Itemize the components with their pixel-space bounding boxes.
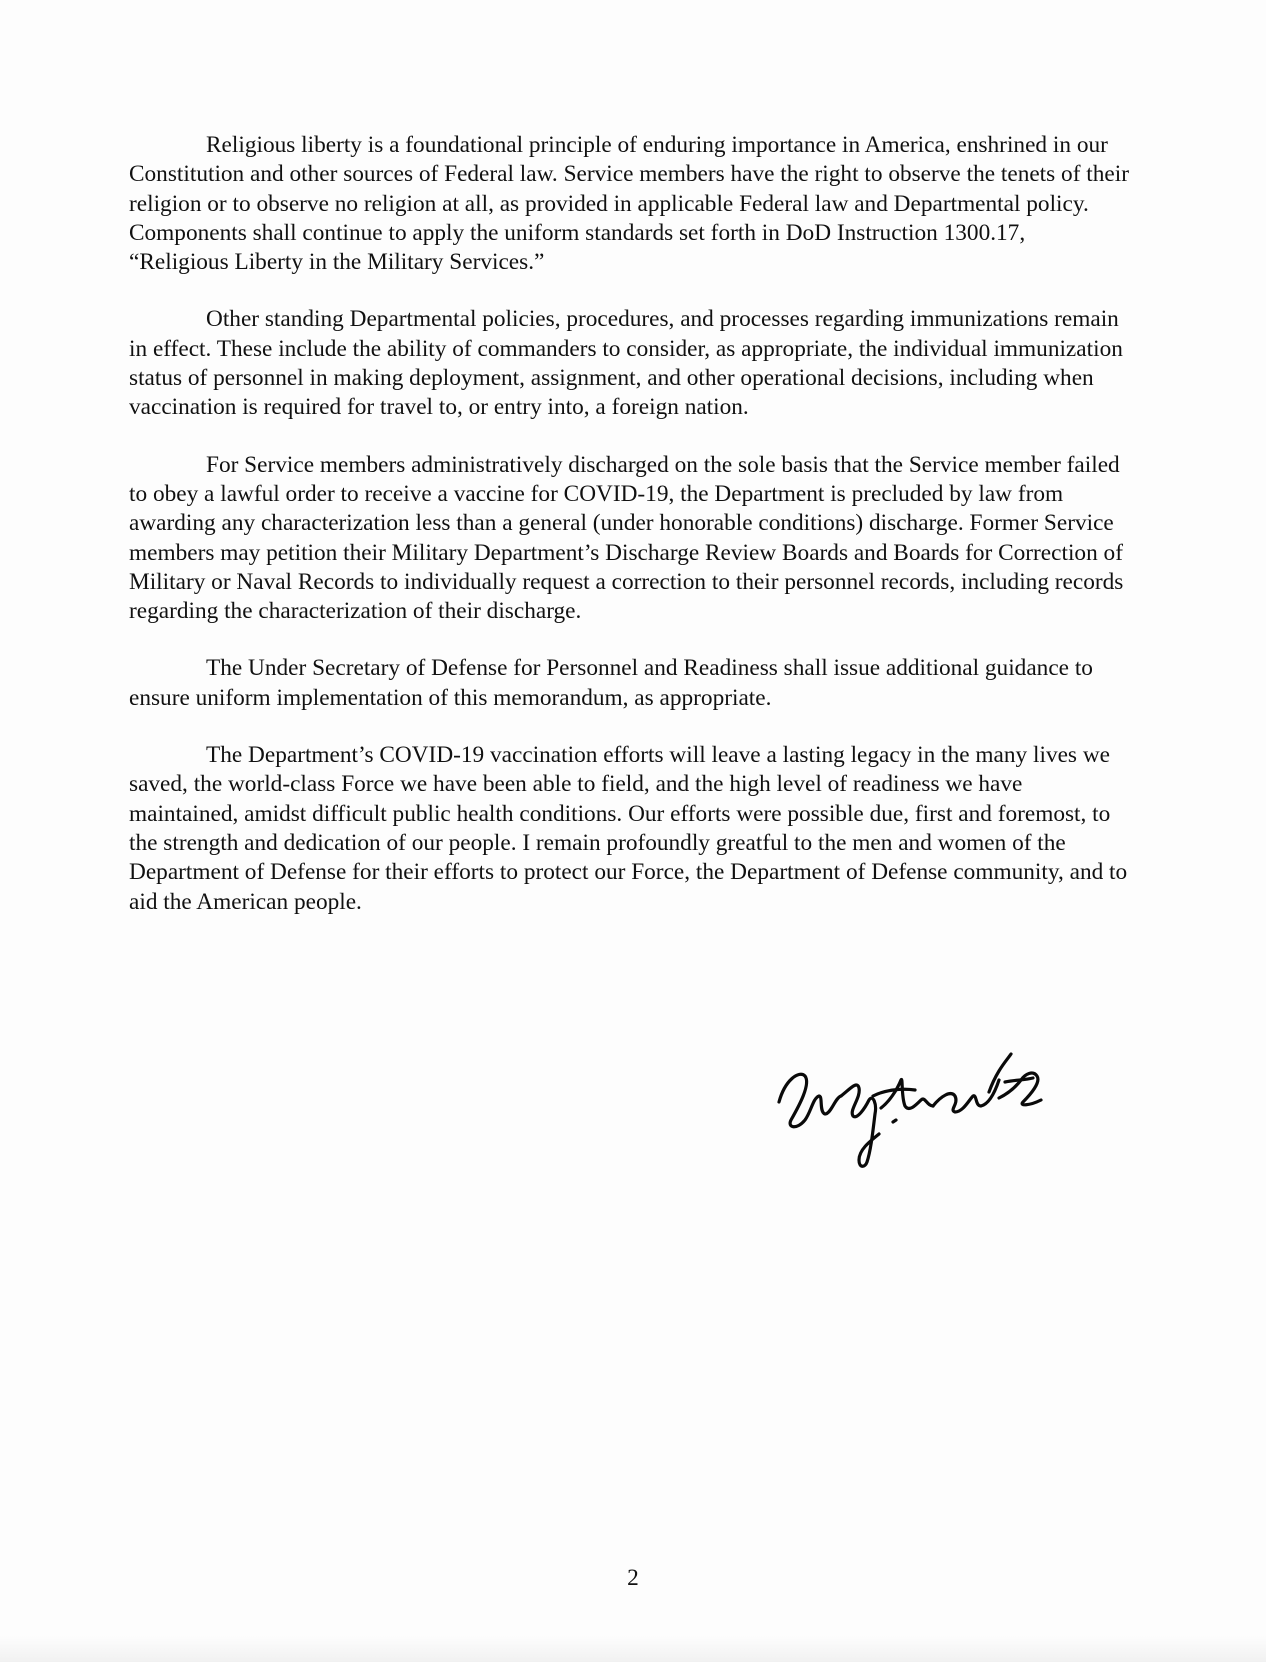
paragraph-additional-guidance: The Under Secretary of Defense for Personnel and Readiness shall issue additional guidance to ensure uniform implementation of this memorandum, as appropriate.: [129, 655, 1093, 711]
handwritten-signature: [775, 1050, 1060, 1180]
paragraph-discharge-characterization: For Service members administratively discharged on the sole basis that the Service member failed to obey a lawful order to receive a vaccine for COVID-19, the Department is precluded by law from awarding any characterization less than a general (under honorable conditions) discharge. Former Service members may petition their Military Department’s Discharge Review Boards and Boards for Correction of Military or Naval Records to individually request a correction to their personnel records, including records regarding the characterization of their discharge.: [129, 451, 1124, 625]
paragraph-religious-liberty: Religious liberty is a foundational principle of enduring importance in America, enshrined in our Constitution and other sources of Federal law. Service members have the right to observe the tenets of their religion or to observe no religion at all, as provided in applicable Federal law and Departmental policy. Components shall continue to apply the uniform standards set forth in DoD Instruction 1300.17, “Religious Liberty in the Military Services.”: [129, 132, 1129, 276]
paragraph-closing: The Department’s COVID-19 vaccination efforts will leave a lasting legacy in the many lives we saved, the world-class Force we have been able to field, and the high level of readiness we have maintained, amidst difficult public health conditions. Our efforts were possible due, first and foremost, to the strength and dedication of our people. I remain profoundly greatful to the men and women of the Department of Defense for their efforts to protect our Force, the Department of Defense community, and to aid the American people.: [129, 742, 1128, 915]
paragraph-immunization-policies: Other standing Departmental policies, procedures, and processes regarding immunizations remain in effect. These include the ability of commanders to consider, as appropriate, the individual immunization status of personnel in making deployment, assignment, and other operational decisions, including when vaccination is required for travel to, or entry into, a foreign nation.: [129, 306, 1123, 421]
scan-edge: [0, 1636, 1266, 1662]
memo-body: [129, 131, 1129, 917]
page-number: 2: [627, 1565, 639, 1591]
